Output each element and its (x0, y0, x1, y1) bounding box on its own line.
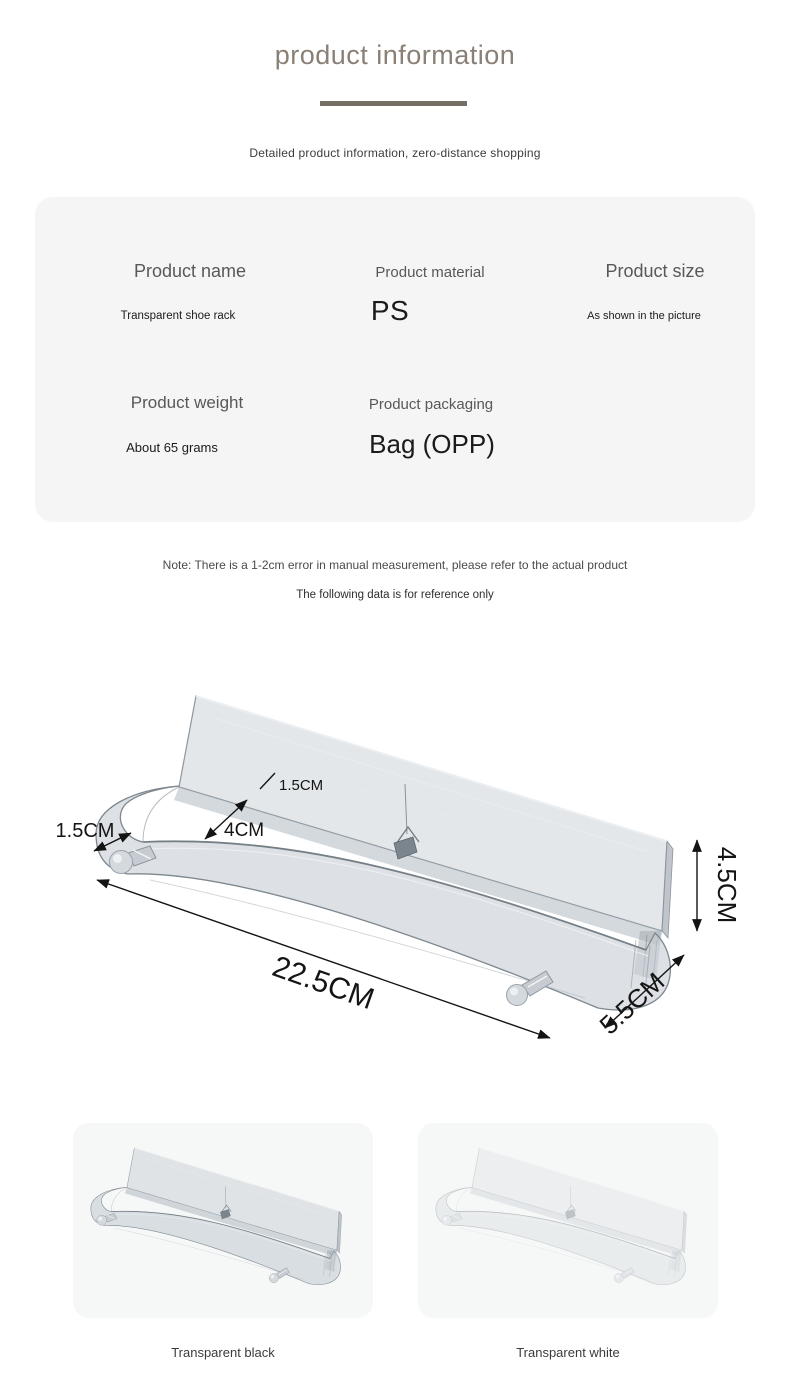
variant-label-white: Transparent white (516, 1345, 620, 1360)
page-subtitle: Detailed product information, zero-distance shopping (249, 146, 541, 160)
dim-length-label: 22.5CM (268, 949, 379, 1017)
title-divider (320, 101, 467, 106)
spec-label-packaging: Product packaging (368, 396, 494, 413)
variant-black-image (73, 1123, 373, 1318)
dim-rim-left-label: 1.5CM (55, 820, 115, 842)
dim-inner-depth-label: 4CM (224, 820, 265, 841)
dimension-diagram (0, 640, 790, 1110)
spec-value-size: As shown in the picture (587, 310, 701, 322)
measurement-note: Note: There is a 1-2cm error in manual measurement, please refer to the actual product (162, 558, 628, 572)
spec-label-weight: Product weight (130, 393, 244, 412)
spec-card (35, 197, 755, 522)
page-title: product information (274, 40, 516, 70)
dim-height-label: 4.5CM (712, 846, 742, 924)
spec-value-name: Transparent shoe rack (120, 310, 236, 322)
variant-card-black (73, 1123, 373, 1318)
spec-value-material: PS (370, 295, 410, 326)
spec-label-material: Product material (375, 264, 485, 281)
variant-card-white (418, 1123, 718, 1318)
spec-label-name: Product name (133, 261, 247, 281)
shelf-illustration (96, 696, 673, 1010)
reference-note: The following data is for reference only (296, 589, 494, 601)
dim-depth-label: 5.5CM (593, 966, 671, 1041)
variant-label-black: Transparent black (171, 1345, 275, 1360)
variant-white-image (418, 1123, 718, 1318)
spec-value-packaging: Bag (OPP) (369, 429, 495, 459)
spec-label-size: Product size (605, 261, 705, 281)
dim-rim-top-label: 1.5CM (279, 777, 324, 794)
spec-value-weight: About 65 grams (126, 440, 218, 455)
